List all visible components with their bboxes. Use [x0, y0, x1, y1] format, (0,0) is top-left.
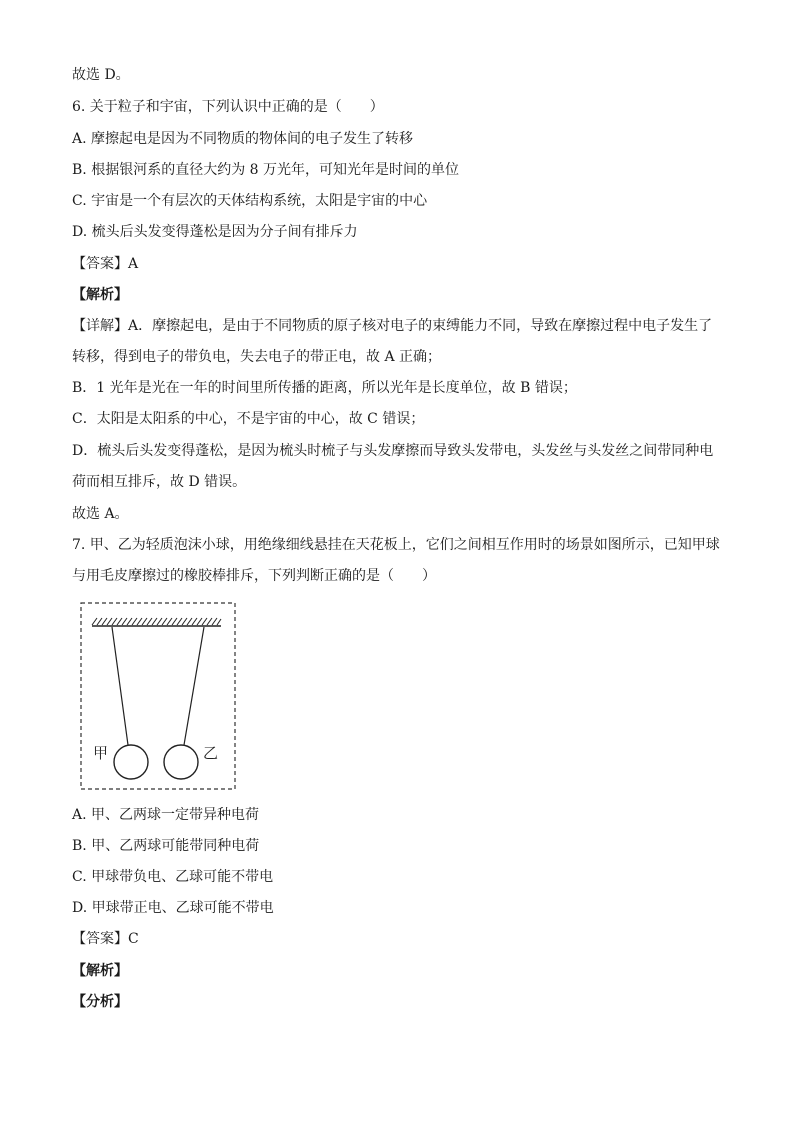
ball-jia [114, 745, 148, 779]
question-7-stem-line: 7. 甲、乙为轻质泡沫小球，用绝缘细线悬挂在天花板上，它们之间相互作用时的场景如图所示，已知甲球 [72, 537, 720, 553]
question-6-detail-line: C．太阳是太阳系的中心，不是宇宙的中心，故 C 错误； [72, 411, 425, 427]
question-6-option-a: A. 摩擦起电是因为不同物质的物体间的电子发生了转移 [72, 131, 414, 147]
question-7-stem-line: 与用毛皮摩擦过的橡胶棒排斥，下列判断正确的是（ ） [72, 568, 436, 584]
label-jia: 甲 [93, 744, 109, 762]
question-6-stem: 6. 关于粒子和宇宙，下列认识中正确的是（ ） [72, 99, 384, 115]
question-7-option-a: A. 甲、乙两球一定带异种电荷 [72, 807, 260, 823]
question-6-conclusion: 故选 A。 [72, 506, 129, 522]
question-6-detail-line: 荷而相互排斥，故 D 错误。 [72, 474, 247, 490]
question-6-analysis-label: 【解析】 [72, 287, 128, 303]
question-7-option-b: B. 甲、乙两球可能带同种电荷 [72, 838, 260, 854]
question-6-option-c: C. 宇宙是一个有层次的天体结构系统，太阳是宇宙的中心 [72, 193, 428, 209]
question-7-analysis-sub: 【分析】 [72, 994, 128, 1010]
intro-conclusion: 故选 D。 [72, 67, 130, 83]
question-7-answer: 【答案】C [72, 931, 139, 947]
ceiling-hatching [92, 618, 221, 625]
question-7-option-d: D. 甲球带正电、乙球可能不带电 [72, 900, 274, 916]
question-6-answer: 【答案】A [72, 256, 139, 272]
question-6-detail-line: D．梳头后头发变得蓬松，是因为梳头时梳子与头发摩擦而导致头发带电，头发丝与头发丝之间带同种电 [72, 443, 714, 459]
pendulum-figure [80, 602, 236, 790]
thread-left [112, 627, 128, 745]
thread-right [184, 627, 204, 745]
question-7-analysis-label: 【解析】 [72, 963, 128, 979]
question-6-detail-line: 转移，得到电子的带负电，失去电子的带正电，故 A 正确； [72, 349, 442, 365]
question-6-detail-line: 【详解】A．摩擦起电，是由于不同物质的原子核对电子的束缚能力不同，导致在摩擦过程中电子发生了 [72, 318, 713, 334]
question-7-option-c: C. 甲球带负电、乙球可能不带电 [72, 869, 274, 885]
question-6-detail-line: B．1 光年是光在一年的时间里所传播的距离，所以光年是长度单位，故 B 错误； [72, 380, 577, 396]
question-6-option-d: D. 梳头后头发变得蓬松是因为分子间有排斥力 [72, 224, 358, 240]
ball-yi [164, 745, 198, 779]
pendulum-diagram [80, 602, 236, 790]
question-6-option-b: B. 根据银河系的直径大约为 8 万光年，可知光年是时间的单位 [72, 162, 459, 178]
label-yi: 乙 [203, 744, 219, 762]
